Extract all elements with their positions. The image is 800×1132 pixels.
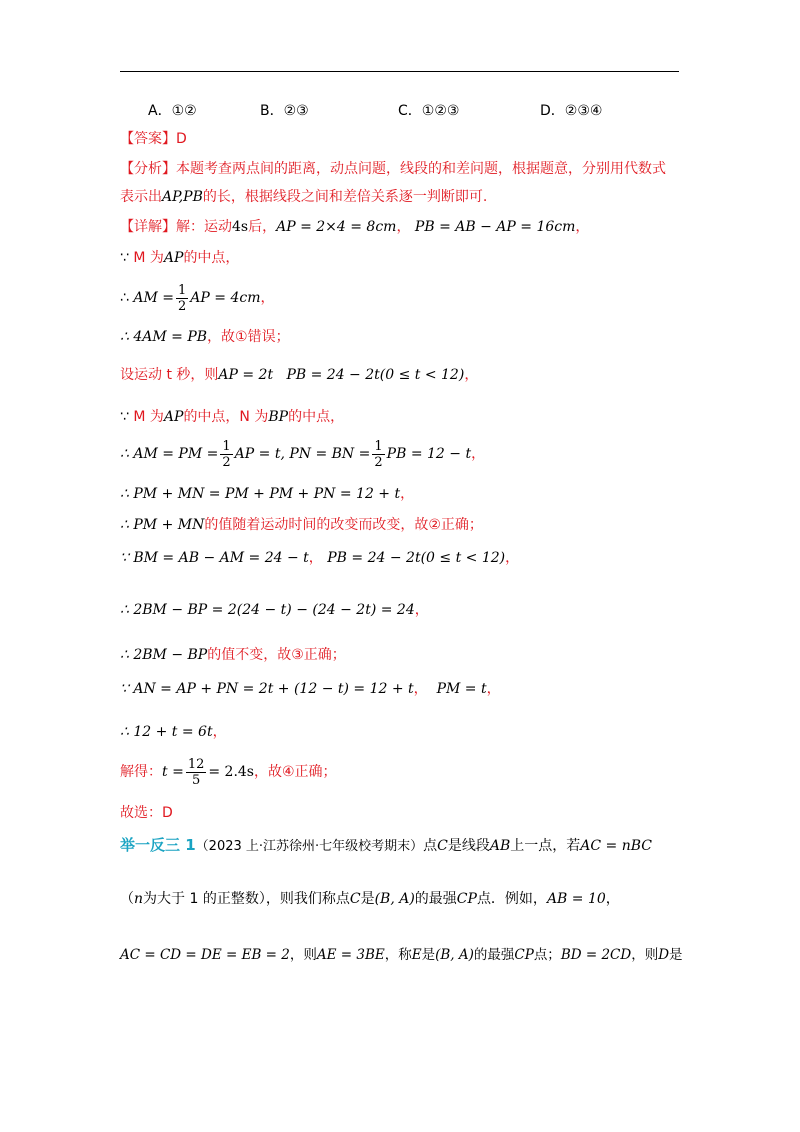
ex-l2-C: C bbox=[349, 891, 361, 907]
ex-l2-CP: CP bbox=[456, 891, 477, 907]
ex-l3-eq1: AC = CD = DE = EB = 2 bbox=[120, 947, 290, 963]
detail-line-15 bbox=[120, 754, 337, 790]
ex-l1-c: 上一点，若 bbox=[510, 838, 581, 854]
ex-l2-end: ， bbox=[605, 891, 620, 907]
ex-l2-BA: (B, A) bbox=[374, 891, 415, 907]
detail-l13-end: ， bbox=[486, 681, 501, 697]
detail-line-5 bbox=[120, 365, 478, 385]
ex-l3-BA: (B, A) bbox=[435, 947, 474, 963]
analysis-line-2 bbox=[120, 187, 487, 207]
ex-l1-b: 是线段 bbox=[447, 838, 490, 854]
ex-l3-eq3: BD = 2CD bbox=[560, 947, 632, 963]
detail-l10-end: ， bbox=[505, 550, 520, 566]
detail-line-2 bbox=[120, 248, 239, 268]
detail-line-6 bbox=[120, 407, 344, 427]
detail-l2-post: 的中点， bbox=[183, 250, 240, 266]
detail-l1-time: 4s bbox=[232, 219, 249, 235]
detail-l10-eq1: ∵ BM = AB − AM = 24 − t bbox=[120, 550, 309, 566]
detail-l7-c: PB = 12 − t bbox=[386, 446, 472, 462]
detail-line-9 bbox=[120, 515, 483, 535]
ex-l2-d: 的最强 bbox=[414, 891, 457, 907]
detail-l2-math: AP bbox=[163, 250, 184, 266]
ex-l3-e: 点； bbox=[533, 947, 561, 963]
fraction-num: 12 bbox=[187, 756, 205, 772]
detail-l6-b: 的中点，N 为 bbox=[183, 409, 269, 425]
option-c[interactable]: C．①②③ bbox=[398, 103, 460, 119]
ex-l2-c: 是 bbox=[360, 891, 375, 907]
detail-l2-pre: M 为 bbox=[128, 250, 164, 266]
detail-line-16: 故选：D bbox=[120, 805, 173, 821]
detail-line-7 bbox=[120, 436, 485, 472]
fraction-half-1 bbox=[220, 439, 232, 470]
fraction-num: 1 bbox=[178, 282, 187, 298]
detail-line-3 bbox=[120, 280, 274, 316]
detail-l1-mid: 后， bbox=[248, 219, 277, 235]
detail-l11-math: ∴ 2BM − BP = 2(24 − t) − (24 − 2t) = 24 bbox=[120, 602, 415, 618]
ex-l3-a: ，则 bbox=[289, 947, 317, 963]
detail-l15-rhs: = 2.4s bbox=[208, 764, 254, 780]
header-rule bbox=[120, 71, 679, 72]
detail-l4-math: ∴ 4AM = PB bbox=[120, 329, 208, 345]
detail-l15-pre: 解得： bbox=[120, 764, 162, 780]
detail-line-1 bbox=[120, 217, 589, 237]
ex-l3-d: 的最强 bbox=[473, 947, 515, 963]
detail-tag: 【详解】 bbox=[120, 219, 176, 235]
detail-l5-eq1: AP = 2t bbox=[218, 367, 274, 383]
detail-l13-eq1: ∵ AN = AP + PN = 2t + (12 − t) = 12 + t bbox=[120, 681, 414, 697]
option-b[interactable]: B．②③ bbox=[260, 103, 309, 119]
analysis-text-2b: 的长，根据线段之间和差倍关系逐一判断即可. bbox=[202, 189, 488, 205]
detail-l9-text: 的值随着运动时间的改变而改变，故②正确； bbox=[204, 517, 483, 533]
detail-l7-a: ∴ AM = PM = bbox=[120, 446, 219, 462]
detail-l3-rhs: AP = 4cm bbox=[190, 290, 261, 306]
fraction-den: 5 bbox=[191, 772, 201, 788]
detail-line-12 bbox=[120, 645, 346, 665]
detail-l13-eq2: PM = t bbox=[436, 681, 487, 697]
ex-l3-eq2: AE = 3BE bbox=[316, 947, 385, 963]
ex-l2-e: 点．例如， bbox=[476, 891, 547, 907]
because-symbol: ∵ bbox=[120, 250, 129, 266]
detail-line-10 bbox=[120, 548, 519, 568]
detail-l1-eq1: AP = 2×4 = 8cm bbox=[276, 219, 397, 235]
detail-l3-lhs: AM = bbox=[133, 290, 175, 306]
detail-l4-text: ，故①错误； bbox=[207, 329, 290, 345]
answer-value: D bbox=[176, 131, 187, 147]
fraction-half bbox=[176, 283, 188, 314]
detail-l14-end: ， bbox=[212, 724, 227, 740]
detail-l5-text: 设运动 t 秒，则 bbox=[120, 367, 219, 383]
detail-l9-math: ∴ PM + MN bbox=[120, 517, 205, 533]
detail-line-13 bbox=[120, 679, 501, 699]
fraction-den: 2 bbox=[178, 298, 187, 314]
ex-l1-a: 点 bbox=[423, 838, 438, 854]
ex-l1-AB: AB bbox=[489, 838, 511, 854]
detail-l10-comma: ， bbox=[308, 550, 323, 566]
analysis-math: AP,PB bbox=[162, 189, 203, 205]
analysis-line-1 bbox=[120, 159, 666, 179]
ex-l3-c: 是 bbox=[421, 947, 436, 963]
ex-l3-f: ，则 bbox=[631, 947, 659, 963]
ex-l1-eq: AC = nBC bbox=[580, 838, 653, 854]
detail-line-8 bbox=[120, 484, 414, 504]
detail-l6-a: M 为 bbox=[128, 409, 164, 425]
detail-line-14 bbox=[120, 722, 227, 742]
detail-l13-comma: ， bbox=[413, 681, 428, 697]
detail-l12-text: 的值不变，故③正确； bbox=[207, 647, 346, 663]
detail-l15-lhs: t = bbox=[162, 764, 184, 780]
example-line-1 bbox=[120, 835, 652, 857]
detail-l11-end: ， bbox=[414, 602, 429, 618]
ex-l2-eq: AB = 10 bbox=[546, 891, 606, 907]
detail-line-4 bbox=[120, 327, 290, 347]
detail-l15-post: ，故④正确； bbox=[254, 764, 337, 780]
detail-l1-pre: 解：运动 bbox=[176, 219, 232, 235]
detail-l1-end: ， bbox=[575, 219, 590, 235]
detail-l5-end: ， bbox=[464, 367, 479, 383]
fraction-num: 1 bbox=[222, 438, 231, 454]
ex-l2-b: 为大于 1 的正整数），则我们称点 bbox=[143, 891, 350, 907]
detail-l7-end: ， bbox=[471, 446, 486, 462]
detail-l3-end: ， bbox=[260, 290, 275, 306]
therefore-symbol: ∴ bbox=[120, 290, 129, 306]
detail-l1-eq2: PB = AB − AP = 16cm bbox=[414, 219, 576, 235]
detail-l14-math: ∴ 12 + t = 6t bbox=[120, 724, 213, 740]
option-a[interactable]: A．①② bbox=[148, 103, 197, 119]
fraction-den: 2 bbox=[374, 454, 383, 470]
ex-l3-g: 是 bbox=[669, 947, 683, 963]
detail-l1-comma: ， bbox=[396, 219, 411, 235]
analysis-text-2a: 表示出 bbox=[120, 189, 162, 205]
answer-line bbox=[120, 129, 187, 149]
detail-l8-end: ， bbox=[400, 486, 415, 502]
detail-l6-m1: AP bbox=[163, 409, 184, 425]
ex-l3-E: E bbox=[411, 947, 422, 963]
ex-l3-CP: CP bbox=[514, 947, 534, 963]
fraction-twelve-fifths bbox=[186, 757, 207, 788]
ex-l1-C: C bbox=[437, 838, 448, 854]
ex-l2-n: n bbox=[134, 891, 144, 907]
ex-l3-b: ，称 bbox=[384, 947, 412, 963]
detail-l10-eq2: PB = 24 − 2t(0 ≤ t < 12) bbox=[327, 550, 506, 566]
detail-line-11 bbox=[120, 600, 429, 620]
answer-tag: 【答案】 bbox=[120, 131, 176, 147]
detail-l12-math: ∴ 2BM − BP bbox=[120, 647, 208, 663]
fraction-half-2 bbox=[372, 439, 384, 470]
analysis-tag: 【分析】 bbox=[120, 161, 176, 177]
example-line-3 bbox=[120, 945, 683, 965]
example-label: 举一反三 1 bbox=[120, 836, 196, 854]
example-line-2 bbox=[120, 889, 620, 909]
ex-l2-a: （ bbox=[120, 891, 134, 907]
detail-l8-math: ∴ PM + MN = PM + PM + PN = 12 + t bbox=[120, 486, 401, 502]
example-source: （2023 上·江苏徐州·七年级校考期末） bbox=[195, 839, 424, 854]
detail-l5-eq2: PB = 24 − 2t(0 ≤ t < 12) bbox=[286, 367, 465, 383]
fraction-num: 1 bbox=[374, 438, 383, 454]
detail-l6-m2: BP bbox=[268, 409, 289, 425]
fraction-den: 2 bbox=[222, 454, 231, 470]
because-symbol-2: ∵ bbox=[120, 409, 129, 425]
detail-l6-c: 的中点， bbox=[288, 409, 345, 425]
detail-l7-b: AP = t, PN = BN = bbox=[234, 446, 371, 462]
analysis-text-1: 本题考查两点间的距离，动点问题，线段的和差问题，根据题意，分别用代数式 bbox=[176, 161, 666, 177]
option-d[interactable]: D．②③④ bbox=[540, 103, 603, 119]
ex-l3-D: D bbox=[658, 947, 670, 963]
